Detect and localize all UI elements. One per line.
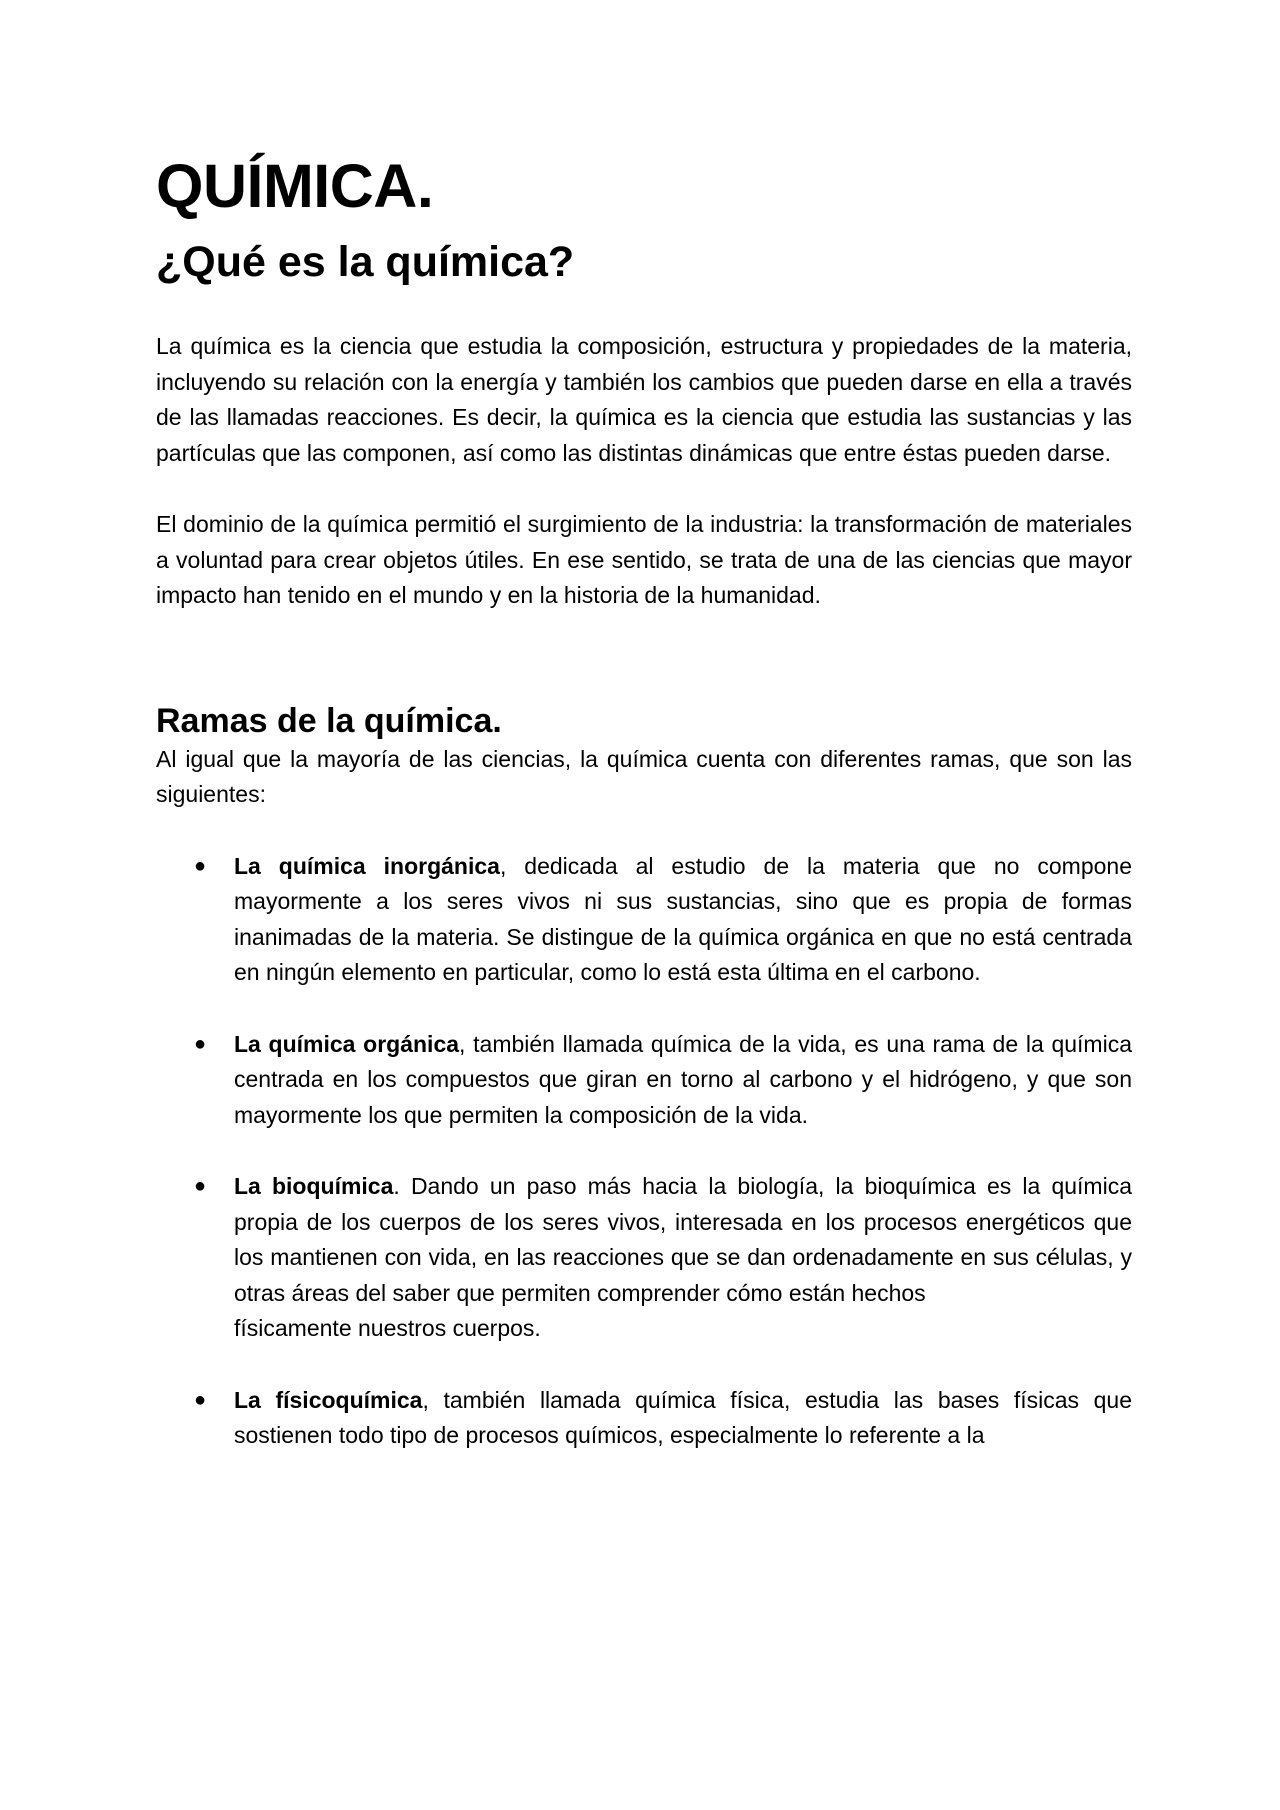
intro-paragraph: La química es la ciencia que estudia la composición, estructura y propiedades de la materia, incluyendo su relación con la energía y también los cambios que pueden darse en ella a través de las llamadas reacciones. Es decir, la química es la ciencia que estudia las sustancias y las partículas que las componen, así como las distintas dinámicas que entre éstas pueden darse. [156, 333, 1132, 466]
branch-term: La química orgánica [234, 1030, 460, 1057]
branch-description: . Dando un paso más hacia la biología, la bioquímica es la química propia de los cuerpos de los seres vivos, interesada en los procesos energéticos que los mantienen con vida, en las reacciones que se dan ordenadamente en sus células, y otras áreas del saber que permiten comprender cómo están hechos [234, 1173, 1132, 1306]
document-subtitle: ¿Qué es la química? [156, 238, 575, 286]
document-page [156, 150, 1132, 1490]
list-item [156, 1383, 1132, 1454]
list-item [156, 1169, 1132, 1347]
section-heading-branches: Ramas de la química. [156, 701, 502, 740]
bullet-icon: ● [194, 854, 207, 877]
bullet-icon: ● [194, 1388, 207, 1411]
branch-description: , dedicada al estudio de la materia que no compone mayormente a los seres vivos ni sus sustancias, sino que es propia de formas inanimadas de la materia. Se distingue de la química orgánica en que no está centrada en ningún elemento en particular, como lo está esta última en el carbono. [234, 852, 1132, 985]
bullet-icon: ● [194, 1175, 207, 1197]
branch-term: La química inorgánica [234, 852, 500, 879]
list-item [156, 1027, 1132, 1134]
document-title: QUÍMICA. [156, 152, 434, 220]
branch-description: , también llamada química de la vida, es una rama de la química centrada en los compuestos que giran en torno al carbono y el hidrógeno, y que son mayormente los que permiten la composición de la vida. [234, 1030, 1132, 1128]
branch-term: La físicoquímica [234, 1386, 423, 1413]
branches-intro-paragraph: Al igual que la mayoría de las ciencias, la química cuenta con diferentes ramas, que son las siguientes: [156, 745, 1132, 807]
list-item [156, 849, 1132, 991]
branches-list [156, 849, 1132, 1454]
bullet-icon: ● [194, 1032, 207, 1055]
branch-description: , también llamada química física, estudia las bases físicas que sostienen todo tipo de procesos químicos, especialmente lo referente a la [234, 1386, 1133, 1448]
branch-term: La bioquímica [234, 1173, 394, 1199]
branch-description-continued: físicamente nuestros cuerpos. [234, 1315, 541, 1341]
intro-paragraph: El dominio de la química permitió el surgimiento de la industria: la transformación de materiales a voluntad para crear objetos útiles. En ese sentido, se trata de una de las ciencias que mayor impacto han tenido en el mundo y en la historia de la humanidad. [156, 511, 1132, 608]
